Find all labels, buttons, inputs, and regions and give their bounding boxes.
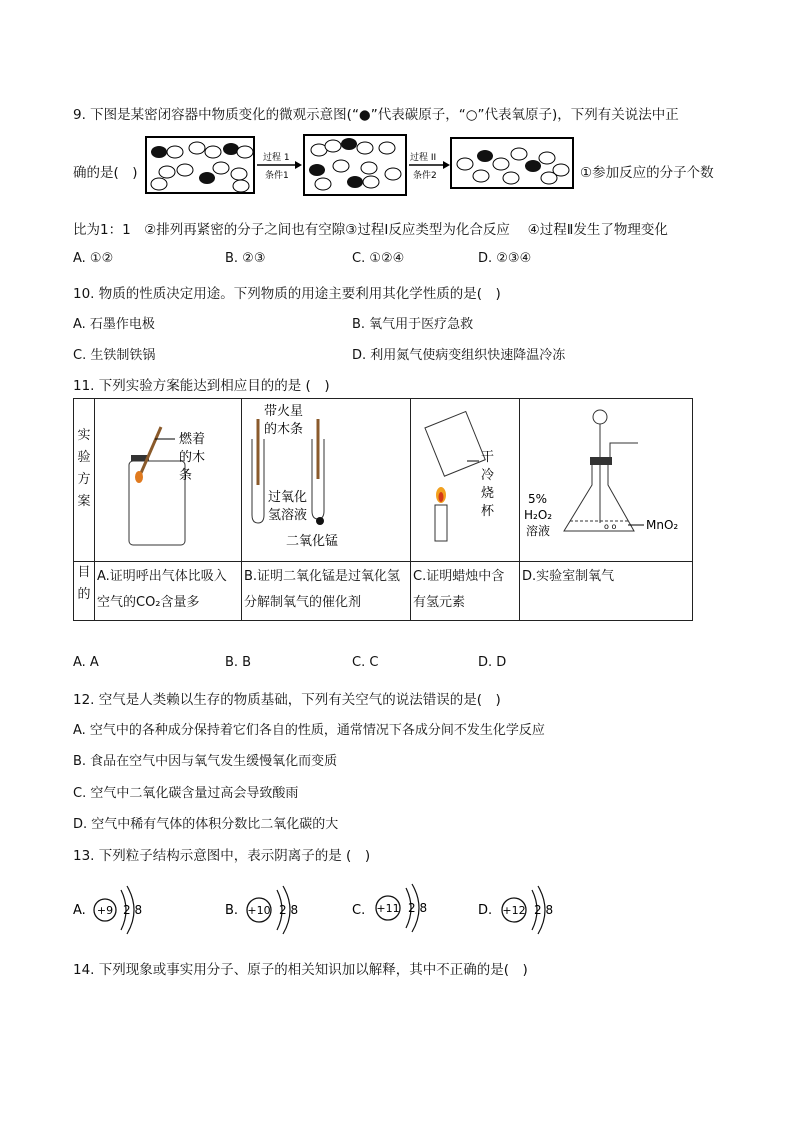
oxygen-atom [357,142,373,154]
q11-option-d[interactable]: D. D [478,655,507,670]
q13-option-a[interactable] [73,878,173,942]
process1-label: 过程 1 [263,153,290,163]
svg-text:MnO₂: MnO₂ [646,518,679,532]
purpose-b: B.证明二氧化锰是过氧化氢分解制氧气的催化剂 [242,562,411,621]
funnel-bulb [593,410,607,424]
mno2-particle [316,517,324,525]
carbon-atom [223,143,239,155]
svg-text:2 8: 2 8 [534,903,554,917]
svg-text:2 8: 2 8 [408,901,428,915]
carbon-atom [341,138,357,150]
carbon-atom [309,164,325,176]
oxygen-atom [493,158,509,170]
purpose-a: A.证明呼出气体比吸入空气的CO₂含量多 [95,562,242,621]
oxygen-atom [363,176,379,188]
diagram-d [520,399,692,557]
atom-structure-a [73,878,173,938]
oxygen-atom [361,162,377,174]
beaker [425,411,485,476]
oxygen-atom [541,172,557,184]
oxygen-atom [503,172,519,184]
svg-text:D.: D. [478,903,493,918]
q13-option-d[interactable] [478,878,578,942]
carbon-atom [347,176,363,188]
svg-text:二氧化锰: 二氧化锰 [286,534,339,549]
oxygen-atom [167,146,183,158]
oxygen-atom [237,146,253,158]
q12-option-a[interactable]: A. 空气中的各种成分保持着它们各自的性质，通常情况下各成分间不发生化学反应 [73,723,545,738]
diagram-cell-c [411,399,520,562]
oxygen-atom [511,148,527,160]
q9-statement-1: ①参加反应的分子个数 [580,165,714,181]
oxygen-atom [231,168,247,180]
svg-text:B.: B. [225,903,239,918]
q12-option-b[interactable]: B. 食品在空气中因与氧气发生缓慢氧化而变质 [73,754,338,769]
carbon-atom [199,172,215,184]
svg-text:燃着: 燃着 [179,432,206,447]
svg-text:A.: A. [73,903,86,918]
q11-experiment-table [73,398,693,621]
process2-label: 过程 II [410,153,437,163]
oxygen-atom [159,166,175,178]
svg-text:杯: 杯 [481,504,495,519]
flame-icon [135,471,143,483]
svg-text:冷: 冷 [481,468,495,483]
conical-flask [564,465,634,531]
q10-option-a[interactable]: A. 石墨作电极 [73,317,155,332]
svg-text:干: 干 [481,450,495,465]
q9-option-b[interactable]: B. ②③ [225,251,266,266]
svg-text:H₂O₂: H₂O₂ [524,508,553,522]
carbon-atom [151,146,167,158]
q9-statements-line3: 比为1：1 ②排列再紧密的分子之间也有空隙③过程Ⅰ反应类型为化合反应 ④过程Ⅱ发生了物理变化 [73,222,668,238]
q9-molecule-diagram [145,134,575,196]
oxygen-atom [151,178,167,190]
svg-text:的木条: 的木条 [264,422,304,437]
purpose-d: D.实验室制氧气 [520,562,693,621]
atom-structure-c [352,878,452,938]
oxygen-atom [473,170,489,182]
q12-stem: 12. 空气是人类赖以生存的物质基础，下列有关空气的说法错误的是( ) [73,692,501,708]
oxygen-atom [385,168,401,180]
q9-option-a[interactable]: A. ①② [73,251,114,266]
q13-stem: 13. 下列粒子结构示意图中，表示阴离子的是 ( ) [73,848,371,864]
q12-option-d[interactable]: D. 空气中稀有气体的体积分数比二氧化碳的大 [73,817,339,832]
row-label-scheme: 实 验 方 案 [74,399,95,562]
svg-text:+11: +11 [376,902,400,915]
svg-text:溶液: 溶液 [526,524,551,538]
wood-stick [141,427,161,473]
q9-stem-line1: 9. 下图是某密闭容器中物质变化的微观示意图(“●”代表碳原子，“○”代表氧原子)，下列有关说法中正 [73,107,679,123]
q10-option-c[interactable]: C. 生铁制铁锅 [73,348,156,363]
oxygen-atom [539,152,555,164]
diagram-cell-b [242,399,411,562]
carbon-atom [525,160,541,172]
diagram-c [411,399,519,557]
oxygen-atom [189,142,205,154]
diagram-a [95,399,241,557]
q10-stem: 10. 物质的性质决定用途。下列物质的用途主要利用其化学性质的是( ) [73,286,501,302]
condition1-label: 条件1 [265,171,289,181]
q11-option-b[interactable]: B. B [225,655,252,670]
svg-text:2 8: 2 8 [123,903,143,917]
carbon-atom [477,150,493,162]
oxygen-atom [177,164,193,176]
svg-text:C.: C. [352,903,366,918]
diagram-b [242,399,410,557]
svg-text:条: 条 [179,468,193,483]
arrow-head-icon [295,161,302,169]
stopper [590,457,612,465]
diagram-cell-a [95,399,242,562]
arrow-head-icon [443,161,450,169]
q10-option-d[interactable]: D. 利用氮气使病变组织快速降温冷冻 [352,348,566,363]
oxygen-atom [213,162,229,174]
svg-text:烧: 烧 [481,486,495,501]
q12-option-c[interactable]: C. 空气中二氧化碳含量过高会导致酸雨 [73,786,299,801]
q11-option-a[interactable]: A. A [73,655,99,670]
svg-text:氢溶液: 氢溶液 [268,508,308,523]
row-label-purpose: 目 的 [74,562,95,621]
diagram-cell-d [520,399,693,562]
svg-text:+9: +9 [96,904,114,917]
svg-text:5%: 5% [528,492,548,506]
q10-option-b[interactable]: B. 氧气用于医疗急救 [352,317,474,332]
q13-option-c[interactable] [352,878,452,942]
svg-text:+10: +10 [247,904,271,917]
svg-text:过氧化: 过氧化 [268,490,308,505]
atom-structure-b [225,878,325,938]
oxygen-atom [205,146,221,158]
svg-text:的木: 的木 [179,450,206,465]
svg-text:2 8: 2 8 [279,903,299,917]
oxygen-atom [379,142,395,154]
purpose-c: C.证明蜡烛中含有氢元素 [411,562,520,621]
oxygen-atom [457,158,473,170]
svg-text:o o: o o [604,522,617,531]
oxygen-atom [233,180,249,192]
oxygen-atom [325,140,341,152]
condition2-label: 条件2 [413,171,437,181]
q11-option-c[interactable]: C. C [352,655,379,670]
delivery-tube [610,443,638,463]
q13-option-b[interactable] [225,878,325,942]
q9-option-c[interactable]: C. ①②④ [352,251,405,266]
q11-stem: 11. 下列实验方案能达到相应目的的是 ( ) [73,378,330,394]
q14-stem: 14. 下列现象或事实用分子、原子的相关知识加以解释，其中不正确的是( ) [73,962,528,978]
oxygen-atom [315,178,331,190]
svg-text:带火星: 带火星 [264,404,304,419]
q9-stem-line2: 确的是( ) [73,165,138,181]
atom-structure-d [478,878,578,938]
oxygen-atom [333,160,349,172]
candle [435,505,447,541]
svg-text:+12: +12 [502,904,526,917]
q9-option-d[interactable]: D. ②③④ [478,251,532,266]
